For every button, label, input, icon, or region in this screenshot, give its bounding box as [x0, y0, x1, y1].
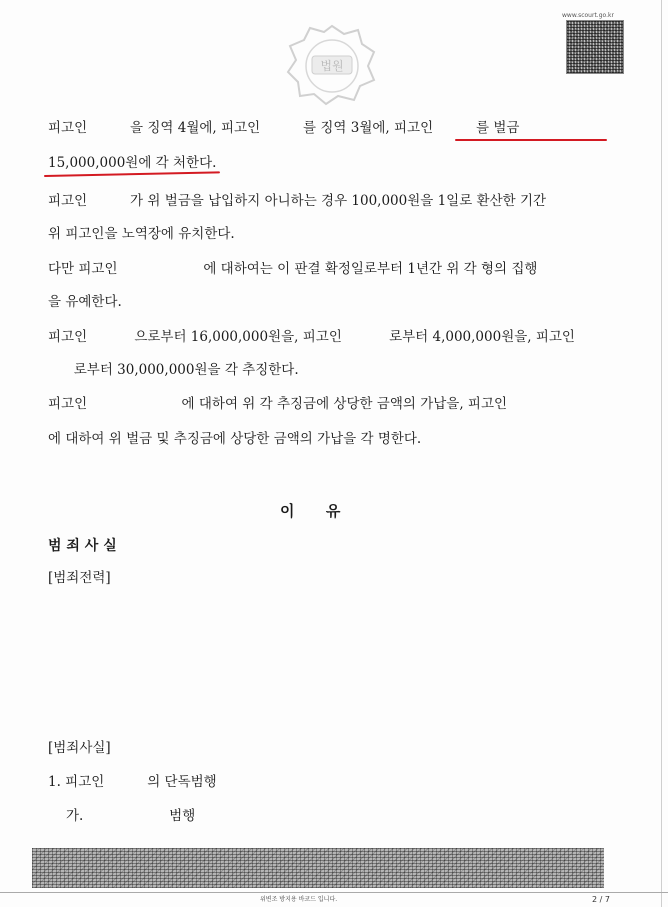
crime-facts-label: [범죄사실] — [48, 740, 111, 756]
order-line-10: 에 대하여 위 벌금 및 추징금에 상당한 금액의 가납을 각 명한다. — [48, 431, 422, 447]
order-line-8: 로부터 30,000,000원을 각 추징한다. — [48, 362, 299, 378]
page-edge — [661, 0, 662, 907]
item-1: 1. 피고인 의 단독범행 — [48, 774, 217, 790]
item-1-sub: 가. 범행 — [66, 808, 196, 824]
footer-barcode-image — [32, 848, 604, 888]
section-heading: 범 죄 사 실 — [48, 538, 117, 554]
reasons-title: 이 유 — [280, 502, 341, 520]
footer-divider — [0, 892, 668, 893]
barcode-image — [566, 20, 624, 74]
order-line-4: 위 피고인을 노역장에 유치한다. — [48, 226, 235, 242]
site-url: www.scourt.go.kr — [562, 12, 614, 19]
footer-note: 위변조 방지용 바코드 입니다. — [260, 896, 338, 903]
prior-record-label: [범죄전력] — [48, 570, 111, 586]
seal-text: 법원 — [320, 59, 344, 73]
order-line-2: 15,000,000원에 각 처한다. — [48, 155, 217, 171]
court-seal-watermark — [282, 20, 382, 110]
order-line-9: 피고인 에 대하여 위 각 추징금에 상당한 금액의 가납을, 피고인 — [48, 396, 508, 412]
order-line-7: 피고인 으로부터 16,000,000원을, 피고인 로부터 4,000,000원을, 피고인 — [48, 329, 575, 345]
order-line-3: 피고인 가 위 벌금을 납입하지 아니하는 경우 100,000원을 1일로 환산한 기간 — [48, 193, 547, 209]
order-line-5: 다만 피고인 에 대하여는 이 판결 확정일로부터 1년간 위 각 형의 집행 — [48, 261, 538, 277]
red-underline-annotation — [455, 139, 607, 141]
order-line-6: 을 유예한다. — [48, 294, 122, 310]
order-line-1: 피고인 을 징역 4월에, 피고인 를 징역 3월에, 피고인 를 벌금 — [48, 120, 520, 136]
page-number: 2 / 7 — [592, 895, 610, 904]
